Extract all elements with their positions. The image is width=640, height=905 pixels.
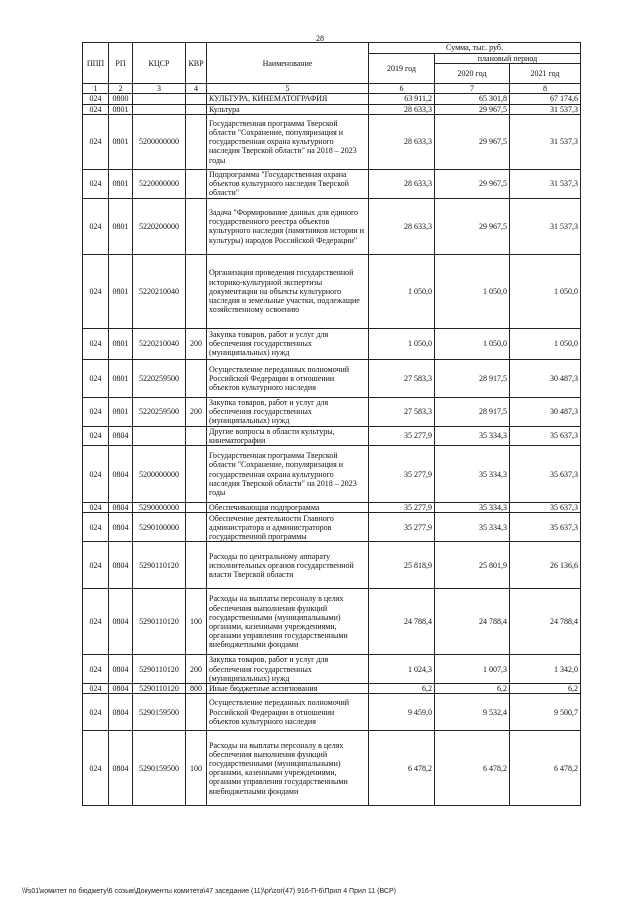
cell-2020: 65 301,8 [435, 94, 510, 104]
cell-2020: 24 788,4 [435, 589, 510, 655]
cell-2021: 9 500,7 [510, 694, 581, 731]
cell-2021: 26 136,6 [510, 542, 581, 589]
cell-kvr [186, 104, 207, 114]
cell-2020: 35 334,3 [435, 513, 510, 542]
cell-name: Подпрограмма "Государственная охрана объектов культурного наследия Тверской области" [207, 169, 369, 198]
cell-name: Закупка товаров, работ и услуг для обеспечения государственных (муниципальных) нужд [207, 328, 369, 359]
cell-rp: 0804 [109, 446, 133, 503]
cell-kvr: 200 [186, 397, 207, 426]
cell-name: Культура [207, 104, 369, 114]
cell-name: КУЛЬТУРА, КИНЕМАТОГРАФИЯ [207, 94, 369, 104]
cell-2019: 35 277,9 [369, 503, 435, 513]
cell-2019: 28 633,3 [369, 169, 435, 198]
cell-kvr: 100 [186, 731, 207, 806]
cell-rp: 0801 [109, 359, 133, 397]
table-row [83, 446, 581, 503]
cell-kcsr: 5220210040 [133, 328, 186, 359]
cell-2019: 27 583,3 [369, 359, 435, 397]
cell-kvr [186, 426, 207, 445]
cell-2020: 35 334,3 [435, 446, 510, 503]
table-row [83, 397, 581, 426]
cell-kvr [186, 694, 207, 731]
cell-2020: 25 801,9 [435, 542, 510, 589]
cell-2021: 35 637,3 [510, 503, 581, 513]
cell-2019: 1 050,0 [369, 254, 435, 328]
cell-name: Обеспечение деятельности Главного администратора и администраторов государственной программы [207, 513, 369, 542]
cell-2019: 63 911,2 [369, 94, 435, 104]
cell-rp: 0804 [109, 503, 133, 513]
cell-2021: 31 537,3 [510, 114, 581, 169]
cell-2020: 29 967,5 [435, 114, 510, 169]
page-number: 28 [316, 34, 324, 43]
cell-ppp: 024 [83, 104, 109, 114]
cell-kvr [186, 254, 207, 328]
table-row [83, 503, 581, 513]
cell-kcsr: 5290100000 [133, 513, 186, 542]
cell-ppp: 024 [83, 513, 109, 542]
table-row [83, 513, 581, 542]
header-name: Наименование [207, 43, 369, 84]
cell-rp: 0804 [109, 684, 133, 694]
cell-kvr [186, 94, 207, 104]
cell-ppp: 024 [83, 542, 109, 589]
cell-kcsr: 5220200000 [133, 198, 186, 254]
budget-table [82, 42, 581, 806]
cell-2019: 35 277,9 [369, 513, 435, 542]
cell-name: Другие вопросы в области культуры, кинематографии [207, 426, 369, 445]
cell-2019: 9 459,0 [369, 694, 435, 731]
cell-name: Организация проведения государственной историко-культурной экспертизы документации на объекты культурного наследия и земельные участки, подлежащие хозяйственному освоению [207, 254, 369, 328]
cell-kvr [186, 359, 207, 397]
table-row [83, 198, 581, 254]
cell-2019: 28 633,3 [369, 114, 435, 169]
cell-kcsr: 5290159500 [133, 694, 186, 731]
cell-rp: 0801 [109, 198, 133, 254]
cell-2020: 28 917,5 [435, 359, 510, 397]
cell-2019: 6 478,2 [369, 731, 435, 806]
column-number-cell: 1 [83, 84, 109, 94]
cell-kvr [186, 513, 207, 542]
cell-kcsr: 5290110120 [133, 655, 186, 684]
cell-rp: 0800 [109, 94, 133, 104]
cell-kcsr: 5290159500 [133, 731, 186, 806]
column-number-cell: 8 [510, 84, 581, 94]
cell-2020: 28 917,5 [435, 397, 510, 426]
cell-2020: 29 967,5 [435, 198, 510, 254]
cell-rp: 0804 [109, 589, 133, 655]
cell-2021: 31 537,3 [510, 169, 581, 198]
cell-name: Государственная программа Тверской области "Сохранение, популяризация и государственная охрана культурного наследия Тверской области" на 2018 – 2023 годы [207, 114, 369, 169]
column-number-cell: 3 [133, 84, 186, 94]
cell-name: Расходы на выплаты персоналу в целях обеспечения выполнения функций государственными (муниципальными) органами, казенными учреждениями, органами управления государственными внебюджетными фондами [207, 731, 369, 806]
cell-2020: 1 050,0 [435, 254, 510, 328]
cell-2019: 35 277,9 [369, 446, 435, 503]
cell-kcsr: 5220210040 [133, 254, 186, 328]
table-row [83, 94, 581, 104]
cell-2021: 1 050,0 [510, 254, 581, 328]
cell-ppp: 024 [83, 694, 109, 731]
cell-ppp: 024 [83, 655, 109, 684]
cell-2021: 35 637,3 [510, 446, 581, 503]
table-row [83, 589, 581, 655]
table-row [83, 731, 581, 806]
cell-ppp: 024 [83, 684, 109, 694]
cell-rp: 0804 [109, 655, 133, 684]
header-year-2019: 2019 год [369, 54, 435, 84]
cell-name: Государственная программа Тверской области "Сохранение, популяризация и государственная охрана культурного наследия Тверской области" на 2018 – 2023 годы [207, 446, 369, 503]
cell-2021: 35 637,3 [510, 513, 581, 542]
cell-ppp: 024 [83, 503, 109, 513]
column-number-cell: 2 [109, 84, 133, 94]
cell-kvr: 100 [186, 589, 207, 655]
cell-rp: 0801 [109, 397, 133, 426]
table-row [83, 328, 581, 359]
cell-2021: 30 487,3 [510, 397, 581, 426]
cell-ppp: 024 [83, 94, 109, 104]
cell-kcsr: 5200000000 [133, 446, 186, 503]
column-number-cell: 6 [369, 84, 435, 94]
cell-rp: 0804 [109, 731, 133, 806]
header-plan-period: плановый период [435, 54, 581, 64]
cell-2020: 1 050,0 [435, 328, 510, 359]
cell-kvr: 200 [186, 655, 207, 684]
cell-2019: 1 050,0 [369, 328, 435, 359]
cell-ppp: 024 [83, 169, 109, 198]
cell-kcsr: 5220000000 [133, 169, 186, 198]
cell-ppp: 024 [83, 254, 109, 328]
table-row [83, 104, 581, 114]
cell-2021: 24 788,4 [510, 589, 581, 655]
cell-kcsr: 5220259500 [133, 397, 186, 426]
cell-2020: 6,2 [435, 684, 510, 694]
cell-kcsr [133, 94, 186, 104]
cell-rp: 0801 [109, 104, 133, 114]
cell-2021: 6 478,2 [510, 731, 581, 806]
cell-name: Иные бюджетные ассигнования [207, 684, 369, 694]
cell-2019: 24 788,4 [369, 589, 435, 655]
cell-2021: 30 487,3 [510, 359, 581, 397]
cell-2021: 31 537,3 [510, 198, 581, 254]
cell-2020: 1 007,3 [435, 655, 510, 684]
cell-kvr [186, 542, 207, 589]
cell-2021: 1 050,0 [510, 328, 581, 359]
cell-2020: 29 967,5 [435, 104, 510, 114]
cell-2019: 28 633,3 [369, 104, 435, 114]
cell-kcsr: 5290110120 [133, 589, 186, 655]
cell-kvr [186, 198, 207, 254]
column-numbers-row [83, 84, 581, 94]
header-ppp: ППП [83, 43, 109, 84]
cell-kvr [186, 446, 207, 503]
header-kvr: КВР [186, 43, 207, 84]
cell-name: Закупка товаров, работ и услуг для обеспечения государственных (муниципальных) нужд [207, 655, 369, 684]
column-number-cell: 7 [435, 84, 510, 94]
cell-name: Задача "Формирование данных для единого государственного реестра объектов культурного наследия (памятников истории и культуры) народов Российской Федерации" [207, 198, 369, 254]
cell-name: Закупка товаров, работ и услуг для обеспечения государственных (муниципальных) нужд [207, 397, 369, 426]
table-row [83, 684, 581, 694]
cell-rp: 0801 [109, 254, 133, 328]
cell-2020: 29 967,5 [435, 169, 510, 198]
cell-name: Расходы по центральному аппарату исполнительных органов государственной власти Тверской области [207, 542, 369, 589]
table-row [83, 542, 581, 589]
table-row [83, 254, 581, 328]
cell-rp: 0804 [109, 426, 133, 445]
footer-file-path: \\fs01\комитет по бюджету\6 созыв\Документы комитета\47 заседание (11)\pr\zor(47) 916-П-6\Прил 4 Прил 11 (ВСР) [22, 888, 396, 895]
column-number-cell: 5 [207, 84, 369, 94]
header-rp: РП [109, 43, 133, 84]
table-row [83, 426, 581, 445]
cell-kvr [186, 169, 207, 198]
cell-ppp: 024 [83, 589, 109, 655]
cell-2021: 35 637,3 [510, 426, 581, 445]
column-number-cell: 4 [186, 84, 207, 94]
cell-rp: 0801 [109, 328, 133, 359]
cell-rp: 0804 [109, 542, 133, 589]
table-row [83, 114, 581, 169]
cell-name: Осуществление переданных полномочий Российской Федерации в отношении объектов культурного наследия [207, 359, 369, 397]
cell-2021: 31 537,3 [510, 104, 581, 114]
cell-ppp: 024 [83, 359, 109, 397]
header-year-2020: 2020 год [435, 64, 510, 84]
cell-2019: 28 633,3 [369, 198, 435, 254]
cell-2020: 6 478,2 [435, 731, 510, 806]
cell-2021: 67 174,6 [510, 94, 581, 104]
cell-name: Расходы на выплаты персоналу в целях обеспечения выполнения функций государственными (муниципальными) органами, казенными учреждениями, органами управления государственными внебюджетными фондами [207, 589, 369, 655]
header-sum: Сумма, тыс. руб. [369, 43, 581, 54]
table-row [83, 655, 581, 684]
cell-2021: 1 342,0 [510, 655, 581, 684]
cell-2020: 35 334,3 [435, 503, 510, 513]
cell-2021: 6,2 [510, 684, 581, 694]
cell-kvr: 800 [186, 684, 207, 694]
cell-2019: 25 818,9 [369, 542, 435, 589]
cell-ppp: 024 [83, 397, 109, 426]
cell-name: Обеспечивающая подпрограмма [207, 503, 369, 513]
table-body [83, 94, 581, 806]
table-row [83, 169, 581, 198]
cell-kcsr [133, 104, 186, 114]
header-year-2021: 2021 год [510, 64, 581, 84]
cell-rp: 0801 [109, 169, 133, 198]
cell-kcsr: 5290110120 [133, 684, 186, 694]
cell-2019: 35 277,9 [369, 426, 435, 445]
cell-2019: 6,2 [369, 684, 435, 694]
cell-kcsr: 5290000000 [133, 503, 186, 513]
cell-ppp: 024 [83, 114, 109, 169]
cell-ppp: 024 [83, 198, 109, 254]
cell-rp: 0801 [109, 114, 133, 169]
cell-2019: 1 024,3 [369, 655, 435, 684]
cell-kvr [186, 114, 207, 169]
cell-kcsr [133, 426, 186, 445]
header-kcsr: КЦСР [133, 43, 186, 84]
cell-ppp: 024 [83, 328, 109, 359]
cell-kcsr: 5200000000 [133, 114, 186, 169]
cell-rp: 0804 [109, 513, 133, 542]
cell-2020: 35 334,3 [435, 426, 510, 445]
cell-name: Осуществление переданных полномочий Российской Федерации в отношении объектов культурного наследия [207, 694, 369, 731]
cell-ppp: 024 [83, 426, 109, 445]
cell-kcsr: 5290110120 [133, 542, 186, 589]
cell-kvr: 200 [186, 328, 207, 359]
cell-2020: 9 532,4 [435, 694, 510, 731]
cell-rp: 0804 [109, 694, 133, 731]
cell-ppp: 024 [83, 731, 109, 806]
cell-kvr [186, 503, 207, 513]
table-row [83, 694, 581, 731]
table-row [83, 359, 581, 397]
cell-ppp: 024 [83, 446, 109, 503]
cell-2019: 27 583,3 [369, 397, 435, 426]
cell-kcsr: 5220259500 [133, 359, 186, 397]
